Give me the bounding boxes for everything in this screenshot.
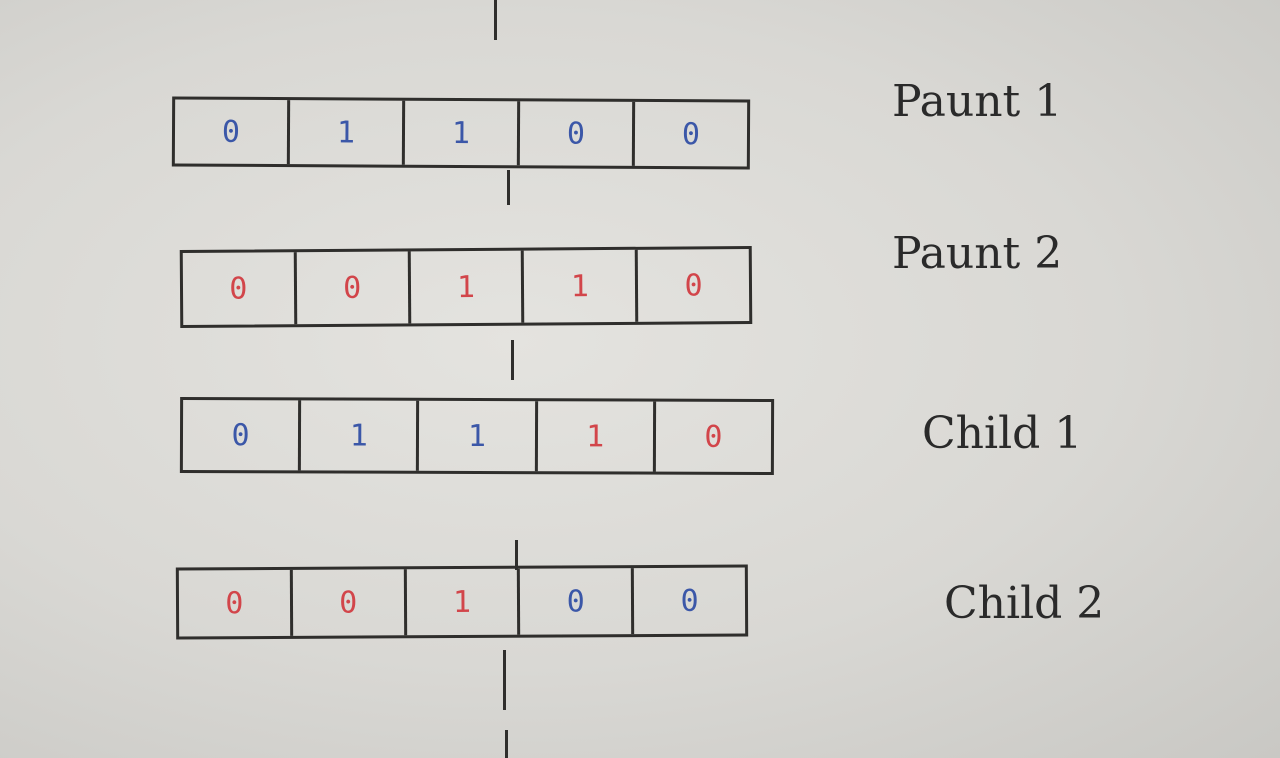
row-label-child-2: Child 2 — [944, 578, 1105, 629]
gene-cell — [520, 568, 634, 635]
gene-cell — [634, 568, 745, 635]
row-label-parent-1: Paunt 1 — [892, 76, 1063, 127]
gene-value: 0 — [681, 116, 701, 152]
gene-cell — [175, 100, 290, 165]
gene-value: 1 — [456, 269, 476, 305]
gene-value: 0 — [566, 583, 585, 619]
gene-value: 0 — [229, 271, 248, 307]
crossover-line-1 — [507, 170, 510, 205]
chromosome-row-parent-1 — [172, 98, 750, 168]
gene-cell — [290, 100, 405, 165]
gene-cell — [297, 251, 411, 324]
gene-cell — [293, 569, 407, 636]
row-label-parent-2: Paunt 2 — [892, 228, 1063, 279]
crossover-line-top — [494, 0, 497, 40]
chromosome-row-child-1 — [180, 398, 774, 474]
gene-value: 0 — [684, 267, 703, 303]
gene-cell — [405, 101, 520, 166]
gene-value: 1 — [570, 268, 589, 304]
chromosome-row-parent-2 — [180, 248, 752, 326]
gene-value: 1 — [336, 114, 356, 150]
crossover-line-4 — [503, 650, 506, 710]
chromosome-box — [172, 96, 750, 169]
gene-cell — [520, 101, 635, 166]
gene-value: 0 — [566, 116, 586, 152]
gene-value: 0 — [339, 585, 358, 621]
gene-value: 1 — [452, 584, 472, 620]
gene-cell — [179, 570, 293, 637]
gene-value: 0 — [221, 114, 241, 150]
crossover-line-bottom — [505, 730, 508, 758]
chromosome-box — [180, 246, 753, 328]
chromosome-row-child-2 — [176, 566, 748, 638]
gene-cell — [183, 400, 301, 470]
gene-value: 0 — [680, 583, 699, 619]
gene-value: 0 — [704, 419, 723, 455]
gene-value: 0 — [225, 585, 244, 621]
gene-cell — [537, 401, 655, 471]
gene-cell — [301, 400, 419, 470]
crossover-line-2 — [511, 340, 514, 380]
gene-value: 1 — [586, 418, 605, 454]
gene-value: 1 — [467, 418, 487, 454]
gene-value: 0 — [343, 270, 362, 306]
gene-cell — [406, 569, 520, 636]
gene-cell — [638, 249, 749, 322]
gene-cell — [419, 401, 537, 471]
gene-value: 1 — [349, 418, 368, 454]
gene-cell — [656, 402, 771, 472]
gene-cell — [524, 250, 638, 323]
row-label-child-1: Child 1 — [922, 408, 1083, 459]
gene-cell — [183, 252, 297, 325]
gene-cell — [635, 102, 747, 167]
gene-value: 0 — [231, 417, 250, 453]
gene-value: 1 — [451, 115, 471, 151]
gene-cell — [410, 251, 524, 324]
chromosome-box — [176, 565, 748, 640]
chromosome-box — [180, 397, 774, 475]
